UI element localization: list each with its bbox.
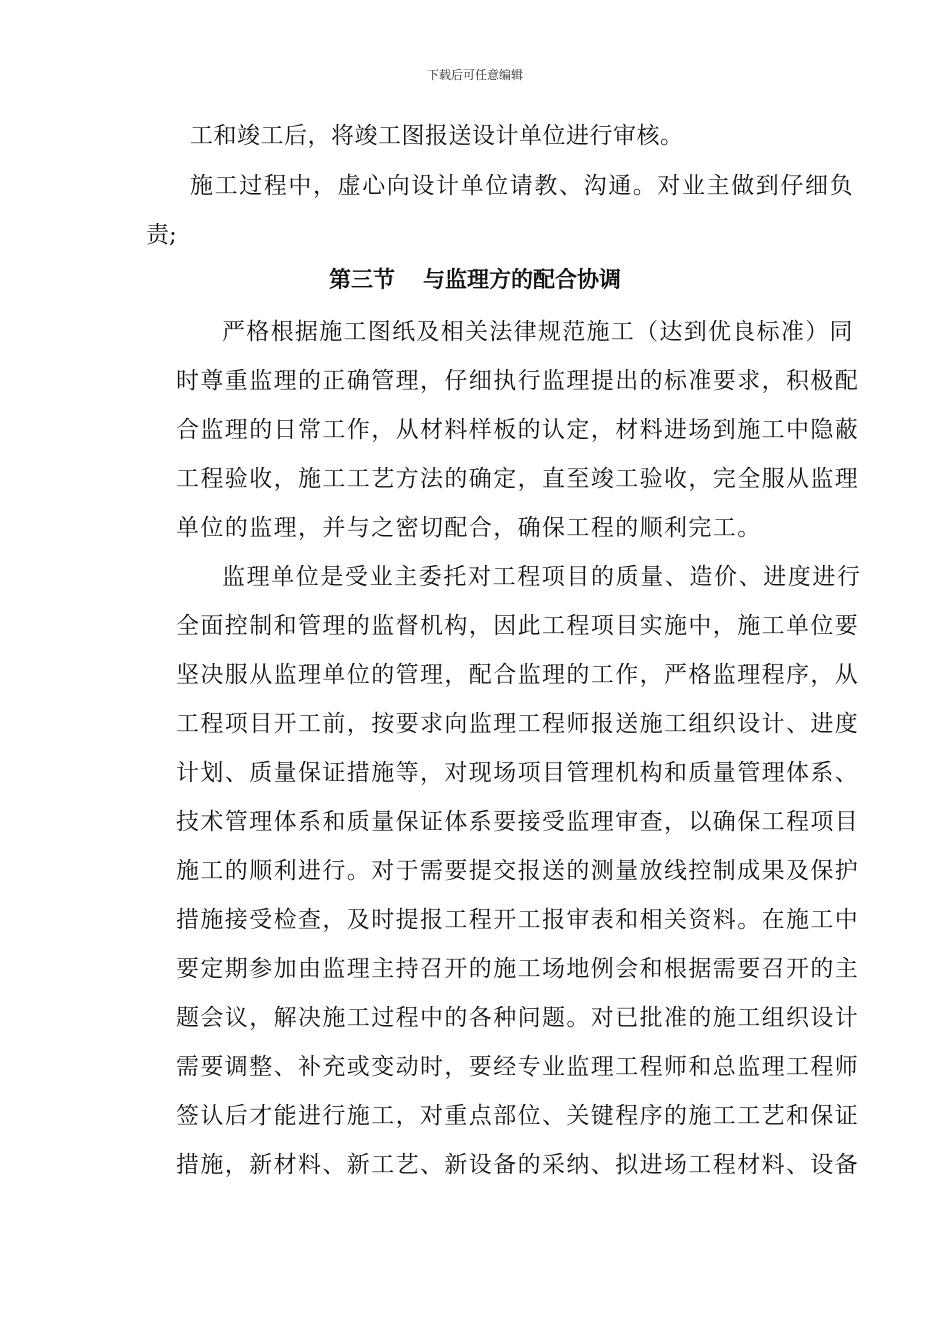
text-line: 合监理的日常工作，从材料样板的认定，材料进场到施工中隐蔽 (176, 417, 860, 443)
text-line: 措施，新材料、新工艺、新设备的采纳、拟进场工程材料、设备 (176, 1152, 860, 1178)
text-line: 措施接受检查，及时提报工程开工报审表和相关资料。在施工中 (176, 907, 860, 933)
section-title: 与监理方的配合协调 (423, 268, 622, 293)
text-line: 工程验收，施工工艺方法的确定，直至竣工验收，完全服从监理 (176, 466, 860, 492)
text-line: 施工的顺利进行。对于需要提交报送的测量放线控制成果及保护 (176, 858, 860, 884)
text-line: 全面控制和管理的监督机构，因此工程项目实施中，施工单位要 (176, 613, 860, 639)
text-line: 需要调整、补充或变动时，要经专业监理工程师和总监理工程师 (176, 1054, 860, 1080)
text-line: 严格根据施工图纸及相关法律规范施工（达到优良标准）同 (222, 319, 854, 345)
page-header: 下载后可任意编辑 (426, 68, 523, 82)
text-line: 计划、质量保证措施等，对现场项目管理机构和质量管理体系、 (176, 760, 860, 786)
text-line: 技术管理体系和质量保证体系要接受监理审查，以确保工程项目 (176, 809, 860, 835)
text-line: 单位的监理，并与之密切配合，确保工程的顺利完工。 (176, 515, 762, 541)
section-heading (0, 266, 950, 296)
text-line: 责; (146, 222, 177, 248)
text-line: 题会议，解决施工过程中的各种问题。对已批准的施工组织设计 (176, 1005, 860, 1031)
text-line: 工和竣工后，将竣工图报送设计单位进行审核。 (190, 123, 684, 149)
text-line: 工程项目开工前，按要求向监理工程师报送施工组织设计、进度 (176, 711, 860, 737)
text-line: 时尊重监理的正确管理，仔细执行监理提出的标准要求，积极配 (176, 368, 860, 394)
text-line: 签认后才能进行施工，对重点部位、关键程序的施工工艺和保证 (176, 1103, 860, 1129)
section-number: 第三节 (328, 268, 395, 293)
text-line: 要定期参加由监理主持召开的施工场地例会和根据需要召开的主 (176, 956, 860, 982)
text-line: 坚决服从监理单位的管理，配合监理的工作，严格监理程序，从 (176, 662, 860, 688)
text-line: 施工过程中，虚心向设计单位请教、沟通。对业主做到仔细负 (190, 173, 855, 199)
text-line: 监理单位是受业主委托对工程项目的质量、造价、进度进行 (222, 564, 862, 590)
